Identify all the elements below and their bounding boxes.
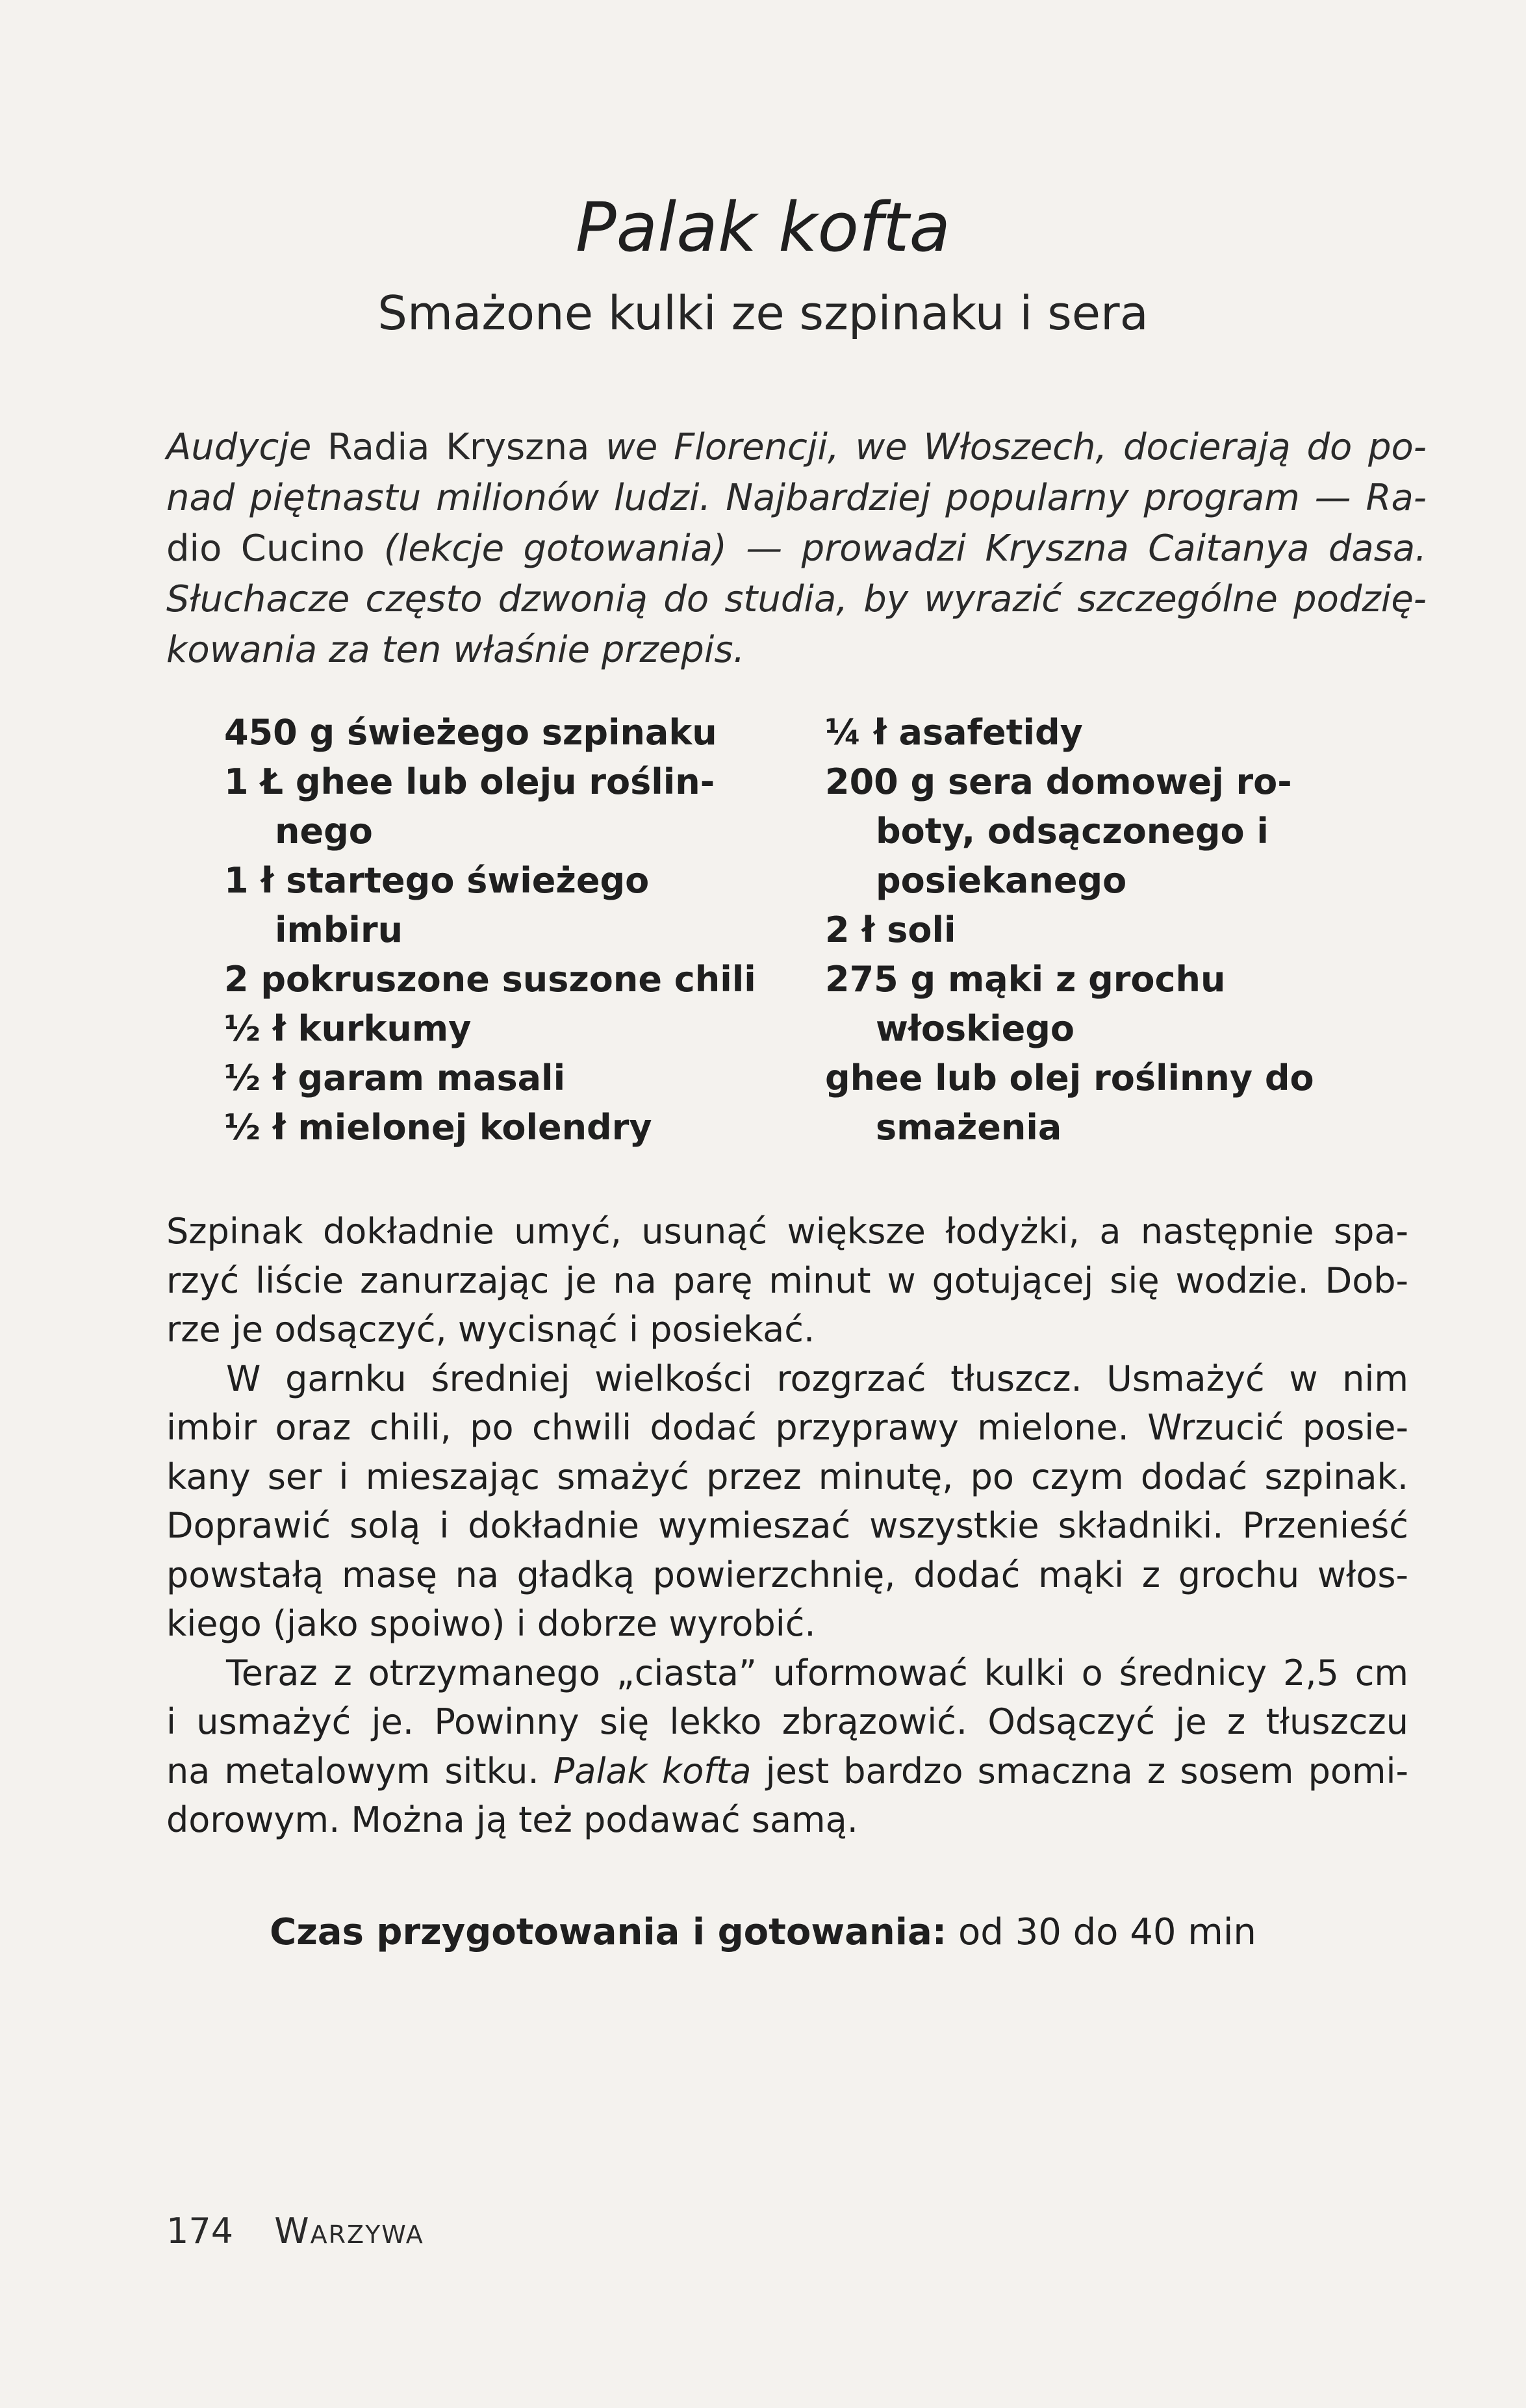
ingredient-item: 450 g świeżego szpinaku xyxy=(224,712,717,753)
page-number: 174 xyxy=(166,2211,234,2251)
page-footer xyxy=(166,2209,424,2254)
preparation-time xyxy=(0,1907,1526,1958)
instructions xyxy=(166,1207,1408,1845)
ingredient-item-continued: smażenia xyxy=(876,1107,1062,1148)
ingredient-item: 2 ł soli xyxy=(825,909,956,950)
section-name: Warzywa xyxy=(274,2211,424,2251)
ingredient-item: ½ ł garam masali xyxy=(224,1058,566,1098)
ingredient-item: ghee lub olej roślinny do xyxy=(825,1058,1314,1098)
preparation-time-value: od 30 do 40 min xyxy=(958,1911,1256,1953)
instruction-line: Szpinak dokładnie umyć, usunąć większe łodyżki, a następnie spa- xyxy=(166,1211,1408,1252)
intro-line: dio Cucino (lekcje gotowania) — prowadzi Kryszna Caitanya dasa. xyxy=(166,527,1427,570)
ingredients-column-left xyxy=(224,708,783,1152)
ingredient-item: 2 pokruszone suszone chili xyxy=(224,959,756,1000)
instruction-line: powstałą masę na gładką powierzchnię, dodać mąki z grochu włos- xyxy=(166,1554,1408,1595)
ingredient-item-continued: włoskiego xyxy=(876,1008,1075,1049)
instruction-line: i usmażyć je. Powinny się lekko zbrązowić. Odsączyć je z tłuszczu xyxy=(166,1701,1408,1742)
ingredient-item: 1 ł startego świeżego xyxy=(224,860,650,901)
instruction-line: na metalowym sitku. Palak kofta jest bardzo smaczna z sosem pomi- xyxy=(166,1750,1408,1792)
instruction-line: rzyć liście zanurzając je na parę minut w gotującej się wodzie. Dob- xyxy=(166,1260,1408,1301)
preparation-time-label: Czas przygotowania i gotowania: xyxy=(270,1911,947,1953)
instruction-line: W garnku średniej wielkości rozgrzać tłuszcz. Usmażyć w nim xyxy=(226,1358,1408,1399)
instruction-line: Doprawić solą i dokładnie wymieszać wszystkie składniki. Przenieść xyxy=(166,1505,1408,1546)
ingredients-column-right xyxy=(825,708,1345,1152)
intro-line: Słuchacze często dzwonią do studia, by wyrazić szczególne podzię- xyxy=(166,578,1427,620)
ingredient-item: 275 g mąki z grochu xyxy=(825,959,1226,1000)
intro-paragraph xyxy=(166,422,1427,676)
intro-line: Audycje Radia Kryszna we Florencji, we Włoszech, docierają do po- xyxy=(166,426,1427,468)
instruction-line: dorowym. Można ją też podawać samą. xyxy=(166,1799,858,1840)
ingredient-item-continued: posiekanego xyxy=(876,860,1127,901)
instruction-line: kiego (jako spoiwo) i dobrze wyrobić. xyxy=(166,1603,816,1644)
recipe-subtitle: Smażone kulki ze szpinaku i sera xyxy=(377,286,1149,340)
ingredient-item: ½ ł kurkumy xyxy=(224,1008,472,1049)
intro-line: nad piętnastu milionów ludzi. Najbardziej popularny program — Ra- xyxy=(166,477,1427,519)
instruction-line: imbir oraz chili, po chwili dodać przyprawy mielone. Wrzucić posie- xyxy=(166,1407,1408,1448)
ingredient-item: 1 Ł ghee lub oleju roślin- xyxy=(224,761,715,802)
ingredient-item-continued: imbiru xyxy=(275,909,403,950)
ingredient-item-continued: nego xyxy=(275,811,373,852)
ingredient-item: ¼ ł asafetidy xyxy=(825,712,1083,753)
ingredient-item: ½ ł mielonej kolendry xyxy=(224,1107,652,1148)
instruction-line: Teraz z otrzymanego „ciasta” uformować kulki o średnicy 2,5 cm xyxy=(226,1652,1408,1693)
ingredient-item: 200 g sera domowej ro- xyxy=(825,761,1292,802)
intro-line: kowania za ten właśnie przepis. xyxy=(166,629,745,671)
ingredients-list xyxy=(0,708,1526,1163)
ingredient-item-continued: boty, odsączonego i xyxy=(876,811,1269,852)
recipe-title: Palak kofta xyxy=(575,188,951,267)
instruction-line: rze je odsączyć, wycisnąć i posiekać. xyxy=(166,1309,815,1350)
instruction-line: kany ser i mieszając smażyć przez minutę, po czym dodać szpinak. xyxy=(166,1456,1408,1497)
